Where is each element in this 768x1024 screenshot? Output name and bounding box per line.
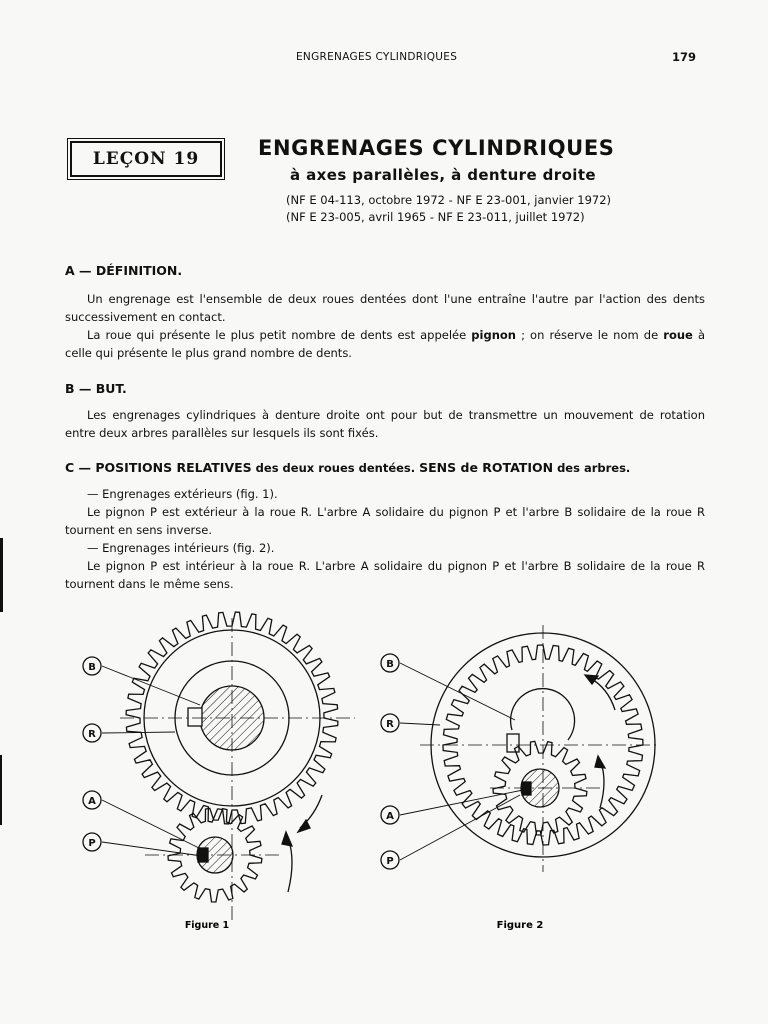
- c-heading-part-4: des arbres.: [553, 461, 631, 475]
- fig2-label-a: A: [386, 811, 394, 822]
- section-b-paragraph: Les engrenages cylindriques à denture droite ont pour but de transmettre un mouvement de rotation entre deux arbres parallèles sur lesquels ils sont fixés.: [65, 408, 705, 440]
- scan-margin-mark: [0, 538, 3, 612]
- fig1-key-b: [188, 708, 202, 726]
- fig2-label-r: R: [386, 719, 394, 730]
- fig1-label-b: B: [88, 662, 96, 673]
- p2-text-middle: ; on réserve le nom de: [515, 328, 664, 342]
- c-heading-part-3: SENS de ROTATION: [419, 460, 554, 475]
- norm-reference-2: (NF E 23-005, avril 1965 - NF E 23-011, juillet 1972): [286, 210, 585, 224]
- fig2-label-p: P: [386, 856, 394, 867]
- lesson-box: [70, 141, 222, 177]
- section-c-line-1: — Engrenages extérieurs (fig. 1).: [87, 487, 278, 501]
- fig1-leader-p: [102, 842, 202, 856]
- fig2-leader-r: [400, 723, 440, 725]
- scan-margin-mark: [0, 755, 2, 825]
- fig2-rotation-arrow-wheel: [590, 678, 615, 710]
- section-a-heading: A — DÉFINITION.: [65, 263, 183, 278]
- section-positions: [65, 459, 705, 593]
- fig1-label-r: R: [88, 729, 96, 740]
- fig1-arrowhead: [298, 820, 310, 832]
- figure-1-caption: Figure 1: [184, 920, 230, 930]
- fig2-hub-b: [511, 689, 575, 740]
- section-a-paragraph-2: [65, 326, 705, 362]
- fig2-key-a: [522, 782, 531, 795]
- section-c-heading: [65, 459, 705, 477]
- c-heading-part-2: des deux roues dentées.: [251, 461, 420, 475]
- page-number: 179: [672, 50, 697, 64]
- figure-2-caption: Figure 2: [496, 920, 544, 930]
- fig1-label-a: A: [88, 796, 96, 807]
- page-title: ENGRENAGES CYLINDRIQUES: [258, 136, 615, 160]
- fig2-key-b: [507, 734, 519, 752]
- fig1-label-p: P: [88, 838, 96, 849]
- fig1-leader-a: [102, 800, 203, 850]
- section-definition: [65, 262, 705, 362]
- section-c-line-3: — Engrenages intérieurs (fig. 2).: [87, 541, 275, 555]
- keyword-pignon: pignon: [471, 328, 516, 342]
- section-c-line-4: Le pignon P est intérieur à la roue R. L'arbre A solidaire du pignon P et l'arbre B solidaire de la roue R tournent dans le même sens.: [65, 559, 705, 591]
- c-heading-part-1: C — POSITIONS RELATIVES: [65, 460, 252, 475]
- lesson-label: LEÇON 19: [92, 149, 200, 169]
- section-c-line-2: Le pignon P est extérieur à la roue R. L'arbre A solidaire du pignon P et l'arbre B solidaire de la roue R tournent en sens inverse.: [65, 505, 705, 537]
- norm-reference-1: (NF E 04-113, octobre 1972 - NF E 23-001, janvier 1972): [286, 193, 612, 207]
- figure-1-diagram: [83, 612, 355, 920]
- section-b-heading: B — BUT.: [65, 381, 127, 396]
- p2-text-end: à celle qui présente le plus grand nombre de dents.: [65, 328, 706, 360]
- page-subtitle: à axes parallèles, à denture droite: [290, 166, 596, 184]
- gear-figures: [60, 610, 720, 930]
- section-but: [65, 380, 705, 442]
- section-a-paragraph-1: Un engrenage est l'ensemble de deux roues dentées dont l'une entraîne l'autre par l'action des dents successivement en contact.: [65, 292, 705, 324]
- keyword-roue: roue: [663, 328, 693, 342]
- fig1-arrowhead: [282, 832, 292, 846]
- fig2-label-b: B: [386, 659, 394, 670]
- fig1-leader-r: [102, 732, 175, 733]
- fig2-arrowhead: [595, 756, 605, 768]
- running-title: ENGRENAGES CYLINDRIQUES: [296, 51, 458, 63]
- figure-2-diagram: [381, 625, 660, 872]
- fig2-leader-p: [400, 795, 520, 860]
- p2-text-start: La roue qui présente le plus petit nombre de dents est appelée: [87, 328, 472, 342]
